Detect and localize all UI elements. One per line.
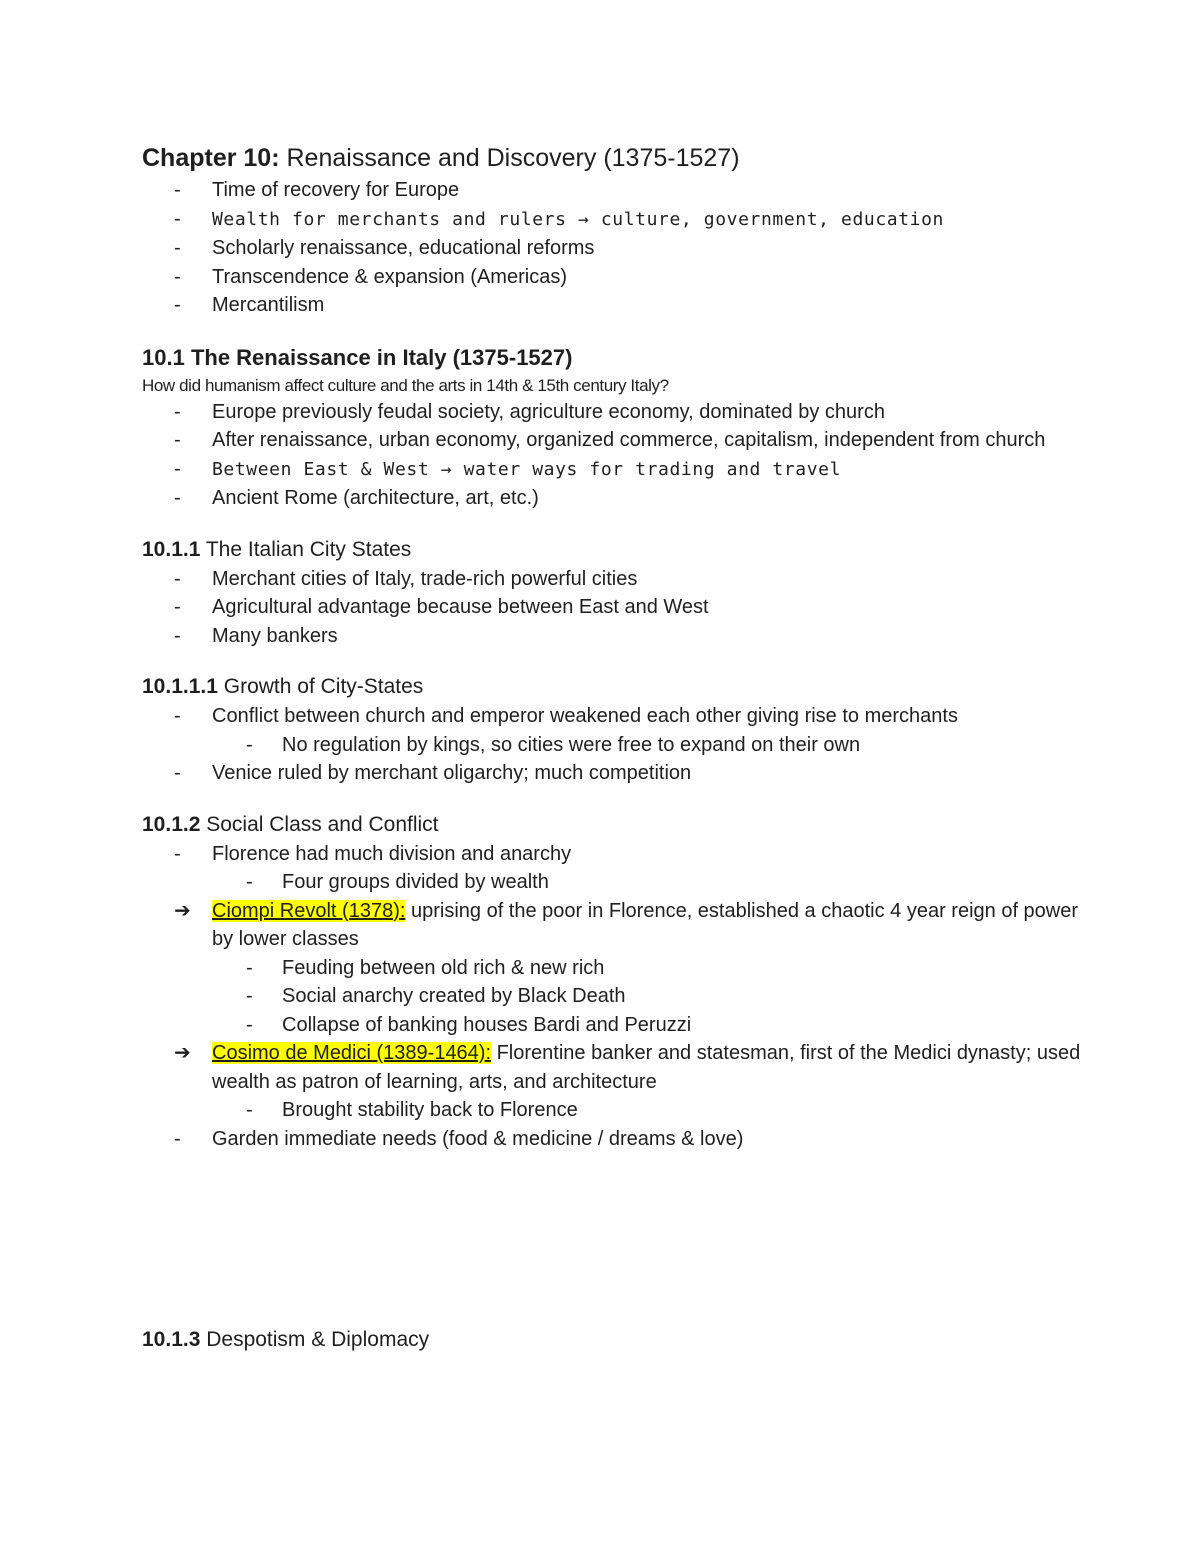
bullet-text: Scholarly renaissance, educational reforms: [212, 237, 595, 259]
dash-marker: -: [246, 871, 253, 893]
section-10-1-bullets: [142, 398, 1082, 513]
list-item: [142, 426, 1082, 455]
section-heading-10-1-1-1: [142, 672, 1082, 702]
list-item: [142, 205, 1082, 235]
bullet-text: Social anarchy created by Black Death: [282, 985, 626, 1007]
document-page: [142, 140, 1082, 1355]
guiding-question: How did humanism affect culture and the arts in 14th & 15th century Italy?: [142, 375, 669, 395]
section-10-1-1-1-bullets: [142, 702, 1082, 788]
bullet-text: Between East & West → water ways for trading and travel: [212, 458, 842, 480]
dash-marker: -: [246, 1013, 253, 1036]
bullet-text: Time of recovery for Europe: [212, 179, 460, 201]
dash-marker: -: [174, 596, 181, 618]
key-term-highlight: Cosimo de Medici (1389-1464):: [212, 1042, 492, 1064]
list-item: [142, 593, 1082, 622]
dash-marker: -: [174, 400, 181, 423]
bullet-text: After renaissance, urban economy, organized commerce, capitalism, independent from church: [212, 429, 1046, 451]
section-title: Despotism & Diplomacy: [200, 1328, 430, 1351]
chapter-bullets: [142, 176, 1082, 320]
dash-marker: -: [174, 624, 181, 647]
dash-marker: -: [246, 1099, 253, 1121]
arrow-icon: ➔: [174, 899, 191, 922]
dash-marker: -: [174, 705, 181, 727]
list-item: [142, 455, 1082, 485]
section-title: The Italian City States: [200, 537, 412, 561]
bullet-text: Ancient Rome (architecture, art, etc.): [212, 487, 539, 509]
list-item: [142, 565, 1082, 594]
bullet-text: Europe previously feudal society, agriculture economy, dominated by church: [212, 400, 885, 423]
key-term-highlight: Ciompi Revolt (1378):: [212, 899, 406, 922]
section-number: 10.1.2: [142, 812, 201, 836]
list-item-nested: [142, 1096, 1082, 1125]
bullet-text: Agricultural advantage because between East and West: [212, 596, 709, 618]
list-item: [142, 1125, 1082, 1154]
section-title: The Renaissance in Italy (1375-1527): [184, 344, 573, 370]
dash-marker: -: [174, 294, 181, 316]
bullet-text: Mercantilism: [212, 294, 325, 316]
arrow-icon: ➔: [174, 1042, 191, 1064]
chapter-heading: [142, 140, 1082, 176]
bullet-text: Conflict between church and emperor weakened each other giving rise to merchants: [212, 705, 958, 727]
list-item: [142, 176, 1082, 205]
section-number: 10.1.1.1: [142, 675, 218, 698]
section-title: Growth of City-States: [217, 675, 424, 698]
dash-marker: -: [246, 956, 253, 979]
section-number: 10.1.1: [142, 537, 201, 561]
bullet-text: Merchant cities of Italy, trade-rich powerful cities: [212, 567, 638, 590]
dash-marker: -: [174, 487, 181, 509]
list-item: [142, 263, 1082, 292]
section-number: 10.1: [142, 344, 185, 370]
list-item: [142, 622, 1082, 651]
dash-marker: -: [174, 1127, 181, 1150]
bullet-text: No regulation by kings, so cities were free to expand on their own: [282, 733, 861, 756]
section-heading-10-1-3: [142, 1325, 1082, 1355]
dash-marker: -: [174, 457, 181, 480]
dash-marker: -: [246, 985, 253, 1007]
dash-marker: -: [174, 179, 181, 201]
list-item-nested: [142, 954, 1082, 983]
dash-marker: -: [174, 207, 181, 230]
list-item-nested: [142, 982, 1082, 1011]
bullet-text: Transcendence & expansion (Americas): [212, 265, 567, 288]
section-title: Social Class and Conflict: [200, 812, 439, 836]
list-item: [142, 702, 1082, 731]
list-item: [142, 840, 1082, 869]
list-item: [142, 759, 1082, 788]
key-term-item: [142, 1039, 1082, 1096]
bullet-text: Garden immediate needs (food & medicine / dreams & love): [212, 1127, 744, 1150]
chapter-title: Renaissance and Discovery (1375-1527): [279, 144, 740, 172]
bullet-text: Wealth for merchants and rulers → culture, government, education: [212, 208, 944, 230]
dash-marker: -: [174, 567, 181, 590]
key-term-definition: uprising of the poor in Florence, established a chaotic 4 year reign of power by lower classes: [212, 899, 1079, 950]
section-10-1-1-bullets: [142, 565, 1082, 651]
dash-marker: -: [174, 265, 181, 288]
list-item: [142, 484, 1082, 513]
bullet-text: Many bankers: [212, 624, 338, 647]
list-item-nested: [142, 731, 1082, 760]
list-item: [142, 291, 1082, 320]
section-heading-10-1: [142, 342, 1082, 374]
section-heading-10-1-1: [142, 535, 1082, 565]
list-item-nested: [142, 1011, 1082, 1040]
list-item: [142, 234, 1082, 263]
bullet-text: Feuding between old rich & new rich: [282, 956, 605, 979]
dash-marker: -: [174, 762, 181, 784]
dash-marker: -: [174, 237, 181, 259]
chapter-prefix: Chapter 10:: [142, 144, 280, 172]
list-item: [142, 398, 1082, 427]
bullet-text: Four groups divided by wealth: [282, 871, 549, 893]
key-term-definition: Florentine banker and statesman, first of the Medici dynasty; used wealth as patron of learning, arts, and architecture: [212, 1042, 1081, 1093]
section-10-1-2-bullets: [142, 840, 1082, 1154]
section-number: 10.1.3: [142, 1328, 201, 1351]
section-heading-10-1-2: [142, 810, 1082, 840]
bullet-text: Brought stability back to Florence: [282, 1099, 578, 1121]
bullet-text: Collapse of banking houses Bardi and Peruzzi: [282, 1013, 692, 1036]
dash-marker: -: [246, 733, 253, 756]
list-item-nested: [142, 868, 1082, 897]
dash-marker: -: [174, 429, 181, 451]
dash-marker: -: [174, 842, 181, 865]
bullet-text: Venice ruled by merchant oligarchy; much competition: [212, 762, 692, 784]
key-term-item: [142, 897, 1082, 954]
bullet-text: Florence had much division and anarchy: [212, 842, 572, 865]
